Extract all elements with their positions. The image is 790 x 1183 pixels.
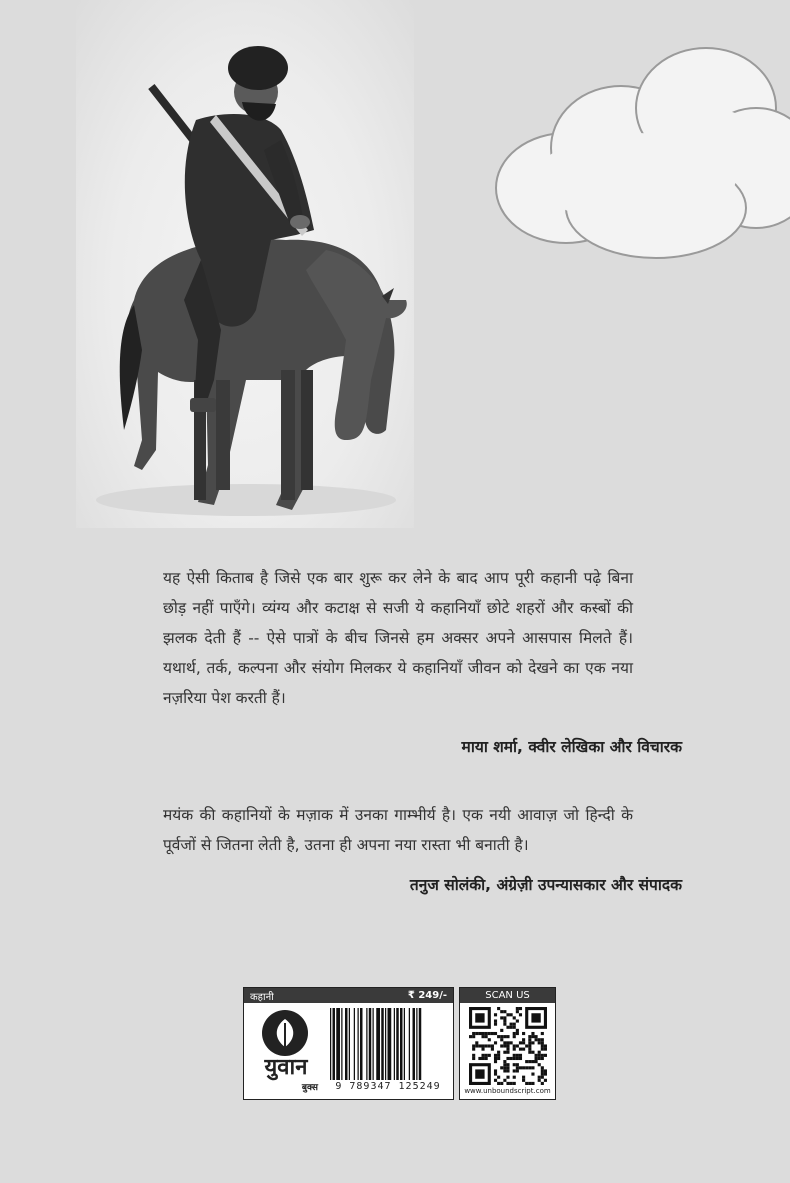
horseman-drawing xyxy=(76,0,414,528)
qr-code xyxy=(469,1007,547,1085)
leaf-icon xyxy=(262,1010,308,1056)
price-label: ₹ 249/- xyxy=(407,990,447,1001)
blurb-attribution-2: तनुज सोलंकी, अंग्रेज़ी उपन्यासकार और संपादक xyxy=(409,876,682,894)
blurb-attribution-1: माया शर्मा, क्वीर लेखिका और विचारक xyxy=(461,738,682,756)
publisher-logo xyxy=(250,1010,322,1094)
barcode-panel xyxy=(243,987,454,1100)
publisher-name: युवान xyxy=(264,1055,308,1080)
qr-header: SCAN US xyxy=(460,988,555,1003)
website-url: www.unboundscript.com xyxy=(464,1087,551,1095)
isbn-barcode xyxy=(330,1008,448,1080)
publisher-sub: बुक्स xyxy=(301,1083,318,1093)
cloud-illustration xyxy=(486,28,790,278)
barcode-header xyxy=(244,988,453,1003)
genre-label: कहानी xyxy=(250,991,274,1003)
horseman-illustration xyxy=(76,0,414,528)
qr-panel xyxy=(459,987,556,1100)
blurb-paragraph-1: यह ऐसी किताब है जिसे एक बार शुरू कर लेने के बाद आप पूरी कहानी पढ़े बिना छोड़ नहीं पाएँगे। व्यंग्य और कटाक्ष से सजी ये कहानियाँ छोटे शहरों और कस्बों की झलक देती हैं -- ऐसे पात्रों के बीच जिनसे हम अक्सर अपने आसपास मिलते हैं। यथार्थ, तर्क, कल्पना और संयोग मिलकर ये कहानियाँ जीवन को देखने का एक नया नज़रिया पेश करती हैं। xyxy=(163,569,633,707)
blurb-paragraph-2: मयंक की कहानियों के मज़ाक में उनका गाम्भीर्य है। एक नयी आवाज़ जो हिन्दी के पूर्वजों से जितना लेती है, उतना ही अपना नया रास्ता भी बनाती है। xyxy=(163,806,633,854)
isbn-number: 9 789347 125249 xyxy=(335,1081,441,1092)
